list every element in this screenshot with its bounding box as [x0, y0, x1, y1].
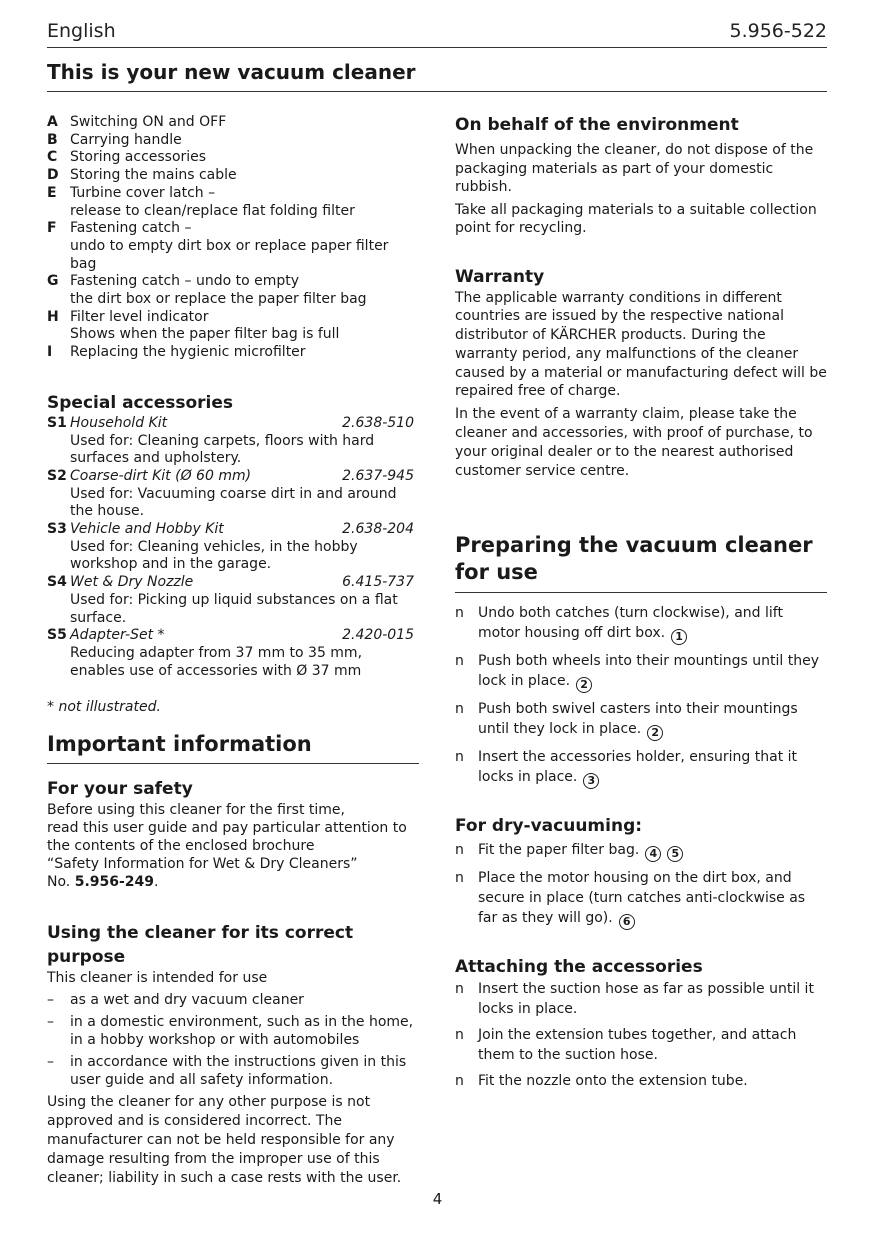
- important-info-heading-block: [47, 730, 419, 764]
- safety-line: read this user guide and pay particular attention to: [47, 820, 407, 837]
- bullet-marker: n: [455, 1073, 464, 1090]
- accessory-code: S3: [47, 521, 67, 538]
- part-text: Switching ON and OFF: [70, 114, 227, 130]
- step-text: Fit the nozzle onto the extension tube.: [478, 1073, 748, 1090]
- part-item: [47, 167, 414, 185]
- figure-ref-badge: 1: [671, 629, 687, 645]
- safety-line: the contents of the enclosed brochure: [47, 838, 315, 855]
- part-text: Carrying handle: [70, 131, 182, 148]
- accessory-description: Reducing adapter from 37 mm to 35 mm, enables use of accessories with Ø 37 mm: [70, 644, 363, 679]
- bullet-marker: n: [455, 870, 464, 887]
- accessory-name: Vehicle and Hobby Kit: [70, 521, 224, 538]
- warranty-heading: Warranty: [455, 266, 545, 287]
- safety-doc-number: 5.956-249: [74, 874, 155, 891]
- dry-step: [455, 868, 827, 930]
- part-text: Storing the mains cable: [70, 167, 237, 184]
- part-key: E: [47, 184, 57, 201]
- preparing-heading: Preparing the vacuum cleaner for use: [455, 533, 813, 585]
- part-key: A: [47, 114, 58, 130]
- bullet-marker: n: [455, 842, 464, 859]
- not-illustrated-note: * not illustrated.: [47, 699, 161, 716]
- step-text: Insert the accessories holder, ensuring that it locks in place.: [478, 749, 798, 786]
- accessory-code: S1: [47, 414, 67, 431]
- dry-step: [455, 840, 827, 862]
- purpose-heading: Using the cleaner for its correct purpose: [47, 923, 354, 968]
- accessory-name: Coarse-dirt Kit (Ø 60 mm): [70, 467, 252, 484]
- dry-vacuuming-heading: For dry-vacuuming:: [455, 816, 643, 837]
- header-doc-code: 5.956-522: [729, 20, 827, 42]
- part-key: F: [47, 220, 57, 237]
- part-key: G: [47, 273, 59, 290]
- safety-line: [47, 873, 414, 891]
- right-column: [455, 114, 827, 1097]
- special-accessories-heading: Special accessories: [47, 392, 233, 413]
- preparing-step: [455, 699, 827, 741]
- accessory-part-number: 2.638-510: [342, 414, 414, 431]
- purpose-list: [47, 991, 414, 1089]
- bullet-marker: n: [455, 981, 464, 998]
- part-item: [47, 114, 414, 132]
- warranty-paragraph-1: The applicable warranty conditions in different countries are issued by the respective national distributor of KÄRCHER products. During the warranty period, any malfunctions of the cleaner caused by a material or manufacturing defect will be repaired free of charge.: [455, 289, 827, 400]
- page-header: [47, 20, 827, 48]
- step-text: Fit the paper filter bag.: [478, 842, 640, 859]
- safety-line: “Safety Information for Wet & Dry Cleaners”: [47, 856, 358, 873]
- accessory-part-number: 2.638-204: [342, 521, 414, 538]
- attach-step: [455, 1071, 827, 1091]
- accessory-description: Used for: Cleaning carpets, floors with hard surfaces and upholstery.: [70, 432, 375, 467]
- figure-ref-badge: 6: [619, 914, 635, 930]
- dash-marker: –: [47, 992, 54, 1009]
- environment-heading: On behalf of the environment: [455, 115, 739, 135]
- accessory-item: [47, 521, 414, 574]
- purpose-item-text: as a wet and dry vacuum cleaner: [70, 992, 304, 1009]
- purpose-item-text: in accordance with the instructions given in this user guide and all safety information.: [70, 1054, 407, 1089]
- preparing-step: [455, 747, 827, 789]
- part-key: B: [47, 131, 58, 148]
- warranty-paragraph-2: In the event of a warranty claim, please take the cleaner and accessories, with proof of purchase, to your original dealer or to the nearest authorised customer service centre.: [455, 406, 813, 479]
- accessory-description: Used for: Picking up liquid substances on a flat surface.: [70, 591, 398, 626]
- purpose-item: [47, 1013, 414, 1049]
- figure-ref-badge: 2: [647, 725, 663, 741]
- part-item: [47, 273, 414, 308]
- part-text: Fastening catch – undo to empty dirt box or replace paper filter bag: [70, 220, 389, 272]
- part-item: [47, 220, 414, 273]
- accessory-name: Household Kit: [70, 414, 168, 431]
- page-title: This is your new vacuum cleaner: [47, 60, 827, 92]
- figure-ref-badge: 5: [667, 846, 683, 862]
- important-info-heading: Important information: [47, 732, 312, 757]
- part-text: Filter level indicator Shows when the paper filter bag is full: [70, 308, 340, 343]
- part-item: [47, 132, 414, 150]
- part-text: Storing accessories: [70, 149, 207, 166]
- accessory-part-number: 2.420-015: [342, 627, 414, 644]
- purpose-item: [47, 991, 414, 1009]
- bullet-marker: n: [455, 1027, 464, 1044]
- accessory-name: Adapter-Set *: [70, 627, 165, 644]
- part-item: [47, 309, 414, 344]
- purpose-outro: Using the cleaner for any other purpose is not approved and is considered incorrect. The manufacturer can not be held responsible for any damage resulting from the improper use of this cleaner; liability in such a case rests with the user.: [47, 1094, 402, 1187]
- bullet-marker: n: [455, 653, 464, 670]
- dash-marker: –: [47, 1054, 54, 1071]
- part-key: H: [47, 308, 59, 325]
- step-text: Insert the suction hose as far as possible until it locks in place.: [478, 981, 814, 1018]
- preparing-step: [455, 651, 827, 693]
- part-text: Replacing the hygienic microfilter: [70, 344, 306, 361]
- part-key: C: [47, 149, 58, 166]
- bullet-marker: n: [455, 701, 464, 718]
- accessory-part-number: 2.637-945: [342, 467, 414, 484]
- attaching-list: [455, 979, 827, 1091]
- header-language: English: [47, 20, 116, 42]
- part-item: [47, 344, 414, 362]
- attach-step: [455, 1025, 827, 1065]
- part-item: [47, 185, 414, 220]
- environment-paragraph-2: Take all packaging materials to a suitable collection point for recycling.: [455, 201, 817, 236]
- attaching-accessories-heading: Attaching the accessories: [455, 957, 703, 978]
- accessory-item: [47, 574, 414, 627]
- dash-marker: –: [47, 1014, 54, 1031]
- step-text: Join the extension tubes together, and attach them to the suction hose.: [478, 1027, 797, 1064]
- purpose-item: [47, 1053, 414, 1089]
- part-key: D: [47, 167, 59, 184]
- step-text: Place the motor housing on the dirt box, and secure in place (turn catches anti-clockwise as far as they will go).: [478, 870, 806, 927]
- left-column: [47, 114, 414, 1188]
- attach-step: [455, 979, 827, 1019]
- bullet-marker: n: [455, 749, 464, 766]
- accessory-item: [47, 627, 414, 680]
- dry-vacuuming-list: [455, 840, 827, 930]
- accessory-name: Wet & Dry Nozzle: [70, 574, 194, 591]
- bullet-marker: n: [455, 605, 464, 622]
- preparing-list: [455, 603, 827, 789]
- parts-list: [47, 114, 414, 362]
- purpose-item-text: in a domestic environment, such as in the home, in a hobby workshop or with automobiles: [70, 1014, 414, 1049]
- part-key: I: [47, 344, 53, 361]
- purpose-intro: This cleaner is intended for use: [47, 970, 268, 987]
- page-number: 4: [432, 1190, 443, 1208]
- accessory-code: S4: [47, 574, 67, 591]
- figure-ref-badge: 2: [576, 677, 592, 693]
- safety-period: .: [154, 874, 159, 891]
- accessory-item: [47, 468, 414, 521]
- safety-heading: For your safety: [47, 779, 193, 800]
- accessory-part-number: 6.415-737: [342, 574, 414, 591]
- step-text: Push both swivel casters into their mountings until they lock in place.: [478, 701, 798, 738]
- figure-ref-badge: 3: [583, 773, 599, 789]
- preparing-step: [455, 603, 827, 645]
- accessory-item: [47, 415, 414, 468]
- part-item: [47, 149, 414, 167]
- step-text: Push both wheels into their mountings until they lock in place.: [478, 653, 820, 690]
- accessory-description: Used for: Vacuuming coarse dirt in and around the house.: [70, 485, 397, 520]
- accessory-description: Used for: Cleaning vehicles, in the hobby workshop and in the garage.: [70, 538, 358, 573]
- accessory-code: S5: [47, 627, 67, 644]
- part-text: Turbine cover latch – release to clean/replace flat folding filter: [70, 184, 355, 219]
- safety-text: [47, 801, 414, 891]
- safety-no-label: No.: [47, 874, 75, 891]
- part-text: Fastening catch – undo to empty the dirt box or replace the paper filter bag: [70, 273, 367, 308]
- environment-paragraph-1: When unpacking the cleaner, do not dispose of the packaging materials as part of your domestic rubbish.: [455, 142, 814, 195]
- figure-ref-badge: 4: [645, 846, 661, 862]
- safety-line: Before using this cleaner for the first time,: [47, 802, 345, 819]
- preparing-heading-block: [455, 532, 827, 593]
- accessory-code: S2: [47, 467, 67, 484]
- step-text: Undo both catches (turn clockwise), and lift motor housing off dirt box.: [478, 605, 783, 642]
